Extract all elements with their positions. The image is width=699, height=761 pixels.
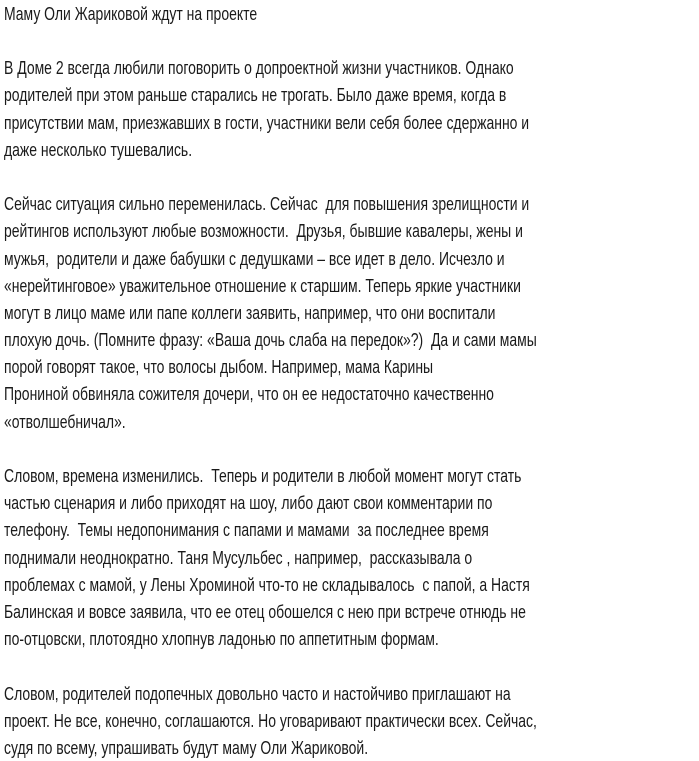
article [4, 0, 684, 761]
paragraph-1 [4, 54, 684, 163]
text-line: плохую дочь. (Помните фразу: «Ваша дочь слаба на передок»?) Да и сами мамы [4, 326, 684, 353]
text-line: проект. Не все, конечно, соглашаются. Но уговаривают практически всех. Сейчас, [4, 707, 684, 734]
text-line: Сейчас ситуация сильно переменилась. Сейчас для повышения зрелищности и [4, 190, 684, 217]
text-line: «отволшебничал». [4, 408, 684, 435]
text-line: В Доме 2 всегда любили поговорить о допроектной жизни участников. Однако [4, 54, 684, 81]
paragraph-3 [4, 462, 684, 652]
text-line: проблемах с мамой, у Лены Хроминой что-то не складывалось с папой, а Настя [4, 571, 684, 598]
spacer [4, 435, 684, 462]
paragraph-4 [4, 680, 684, 761]
text-line: мужья, родители и даже бабушки с дедушками – все идет в дело. Исчезло и [4, 245, 684, 272]
spacer [4, 163, 684, 190]
text-line: родителей при этом раньше старались не трогать. Было даже время, когда в [4, 81, 684, 108]
text-line: телефону. Темы недопонимания с папами и мамами за последнее время [4, 516, 684, 543]
text-line: рейтингов используют любые возможности. Друзья, бывшие кавалеры, жены и [4, 217, 684, 244]
article-title: Маму Оли Жариковой ждут на проекте [4, 0, 684, 27]
text-line: порой говорят такое, что волосы дыбом. Например, мама Карины [4, 353, 684, 380]
text-line: Словом, родителей подопечных довольно часто и настойчиво приглашают на [4, 680, 684, 707]
text-line: «нерейтинговое» уважительное отношение к старшим. Теперь яркие участники [4, 272, 684, 299]
text-line: поднимали неоднократно. Таня Мусульбес , например, рассказывала о [4, 544, 684, 571]
text-line: по-отцовски, плотоядно хлопнув ладонью по аппетитным формам. [4, 625, 684, 652]
paragraph-2 [4, 190, 684, 435]
spacer [4, 652, 684, 679]
text-line: могут в лицо маме или папе коллеги заявить, например, что они воспитали [4, 299, 684, 326]
text-line: Словом, времена изменились. Теперь и родители в любой момент могут стать [4, 462, 684, 489]
text-line: частью сценария и либо приходят на шоу, либо дают свои комментарии по [4, 489, 684, 516]
text-line: Балинская и вовсе заявила, что ее отец обошелся с нею при встрече отнюдь не [4, 598, 684, 625]
spacer [4, 27, 684, 54]
text-line: судя по всему, упрашивать будут маму Оли Жариковой. [4, 734, 684, 761]
text-line: даже несколько тушевались. [4, 136, 684, 163]
text-line: присутствии мам, приезжавших в гости, участники вели себя более сдержанно и [4, 109, 684, 136]
text-line: Прониной обвиняла сожителя дочери, что он ее недостаточно качественно [4, 380, 684, 407]
